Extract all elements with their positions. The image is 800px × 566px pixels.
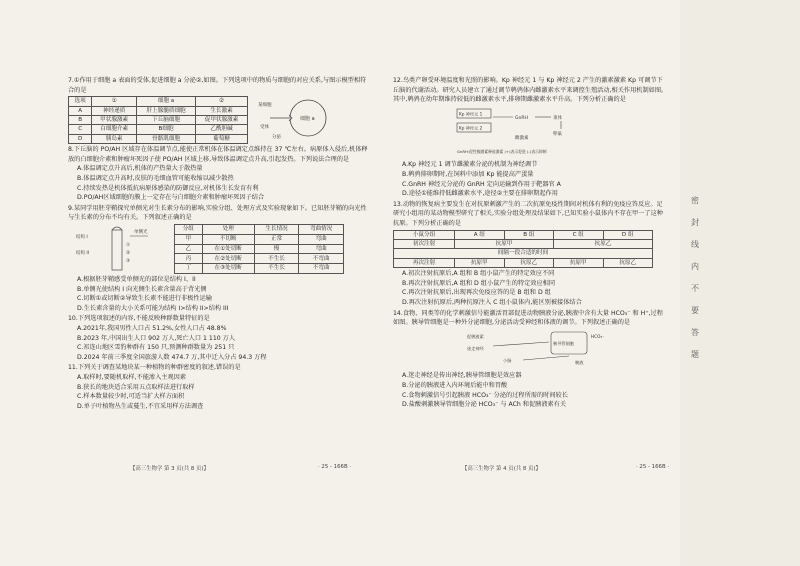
table-row: 选项 ① 细胞 a ②	[69, 97, 248, 106]
left-footer: 【高三生物学 第 3 页(共 8 页)】	[130, 466, 209, 472]
q12-stem: 12.鸟类产卵受环境温度和光照的影响。Kp 神经元 1 与 Kp 神经元 2 产生的激素激素 Kp 可调节下丘脑的代谢活动。研究人员建立了通过调节鹌鹑体内雌激素水平来调控生殖活动,相关作用机制如图。其中,鹌鹑在幼年期维持较低的雌激素水平,排卵期雌激素水平升高。下列分析正确的是	[393, 77, 668, 104]
table-row: 间隔一段合适的时间	[394, 249, 653, 258]
option-c: C.再次注射抗原后,出现再次免疫应答的是 B 组和 D 组	[402, 289, 551, 297]
option-c: C.切断①或切断②导致生长素不能进行非极性运输	[77, 295, 212, 303]
question-13	[393, 200, 668, 308]
left-page	[68, 76, 368, 412]
svg-text:卵巢: 卵巢	[553, 131, 562, 137]
left-page-code: · 25 - 166B ·	[318, 464, 352, 470]
option-b: B.2023 年,中国出生人口 902 万人,死亡人口 1 110 万人	[77, 334, 236, 342]
q10-stem: 10.下列选项叙述的内容,不能反映种群数量特征的是	[68, 315, 210, 323]
table-row: 分组 处理 生长情况 弯曲情况	[175, 224, 344, 234]
option-b: B.狭长的地块适合采用五点取样法进行取样	[77, 383, 195, 391]
question-9	[68, 204, 368, 314]
option-d: D.再次注射抗原后,两种抗原注入 C 组小鼠体内,能区别被接体结合	[402, 298, 582, 306]
option-a: A.初次注射抗原后,A 组和 B 组小鼠产生的特定效应不同	[402, 270, 555, 278]
svg-text:Kp 神经元 2: Kp 神经元 2	[459, 125, 483, 131]
q7-fig-label: 分泌	[272, 135, 281, 141]
q7-fig-label: 某细胞	[258, 103, 272, 109]
q9-coleoptile-diagram	[68, 224, 168, 274]
option-c: C.持续发热是机体抵抗病原体感染的防御反应,对机体生长发育有利	[77, 184, 259, 192]
right-page	[393, 76, 668, 411]
table-row: A 神经递质 肝上腺髓质细胞 生长激素	[69, 106, 248, 115]
table-row: 再次注射 抗原甲 抗原乙 抗原甲 抗原乙	[394, 258, 653, 267]
option-c: C.样本数量较少时,可适当扩大样方面积	[77, 393, 185, 401]
q9-fig-label: 单侧光	[134, 229, 148, 235]
svg-text:GnRH:促性腺激素释放激素 (+)表示促进 (-)表示抑制: GnRH:促性腺激素释放激素 (+)表示促进 (-)表示抑制	[457, 148, 547, 154]
q7-table	[68, 96, 248, 144]
svg-text:③: ③	[126, 258, 131, 264]
option-d: D.生长素含量的大小关系可能为结构 I>结构 II>结构 III	[77, 304, 229, 312]
svg-text:迷走神经: 迷走神经	[467, 345, 484, 351]
q9-fig-label: 结构 II	[76, 250, 90, 256]
option-a: A.Kp 神经元 1 调节雌激素分泌的机制为神经调节	[402, 161, 538, 169]
option-b: B.再次注射抗原后,A 组和 D 组小鼠产生的特定效应相同	[402, 279, 556, 287]
question-8	[68, 145, 368, 203]
svg-text:小肠: 小肠	[503, 357, 512, 363]
q11-stem: 11.下列关于调查某地块某一种植物的种群密度的叙述,错误的是	[68, 364, 241, 372]
question-14	[393, 309, 668, 410]
table-row: 丙 在②处切断 不生长 不弯曲	[175, 254, 344, 264]
option-d: D.途径①能维持低雌激素水平,途径②主要在排卵期起作用	[402, 190, 558, 198]
question-11	[68, 363, 368, 411]
svg-text:雌激素: 雌激素	[515, 135, 529, 141]
table-row: B 甲状腺激素 下丘脑细胞 促甲状腺激素	[69, 116, 248, 125]
table-row: 甲 不切断 正常 弯曲	[175, 234, 344, 244]
option-a: A.2021年,我国男性人口占 51.2%,女性人口占 48.8%	[77, 324, 227, 332]
svg-text:促胰液素: 促胰液素	[467, 333, 484, 339]
table-row: D 胰岛素 骨骼肌细胞 葡萄糖	[69, 134, 248, 143]
table-row: 丁 在③处切断 不生长 不弯曲	[175, 264, 344, 274]
option-d: D.2024 年前三季度全国旅游人数 474.7 万,其中迁入分占 94.3 万程	[77, 353, 267, 361]
svg-text:胰导管细胞: 胰导管细胞	[553, 340, 574, 346]
q14-pancreas-diagram	[463, 328, 613, 368]
svg-text:垂体: 垂体	[553, 115, 562, 121]
option-b: B.鹌鹑排卵期时,在饲料中添加 Kp 能提高产蛋量	[402, 170, 534, 178]
option-d: D.单子叶植物丛生或蔓生,不宜采用样方法调查	[77, 402, 204, 410]
binding-strip-text: 密 封 线 内 不 要 答 题	[691, 196, 699, 359]
question-7	[68, 76, 368, 144]
question-10	[68, 314, 368, 362]
option-b: B.体温调定点升高时,皮肤的毛细血管可能收缩以减少散热	[77, 175, 234, 182]
q8-stem: 8.下丘脑的 PO/AH 区域存在体温调节点,能使正常机体在体温调定点维持在 37 ℃左右。病原体入侵后,机体释放的白细胞介素和肿瘤坏死因子使 PO/AH 区域上移,导致体温调定点升高,引起发热。下列说法合理的是	[68, 146, 368, 163]
q13-stem: 13.动物的恢复病主要发生在对抗原刺激产生的二次抗原免疫性期间对机体有利的免疫应答反应。足研究小组用的某动物模型研究了相关,实验分组处理及结果如下,已知实验小鼠体内不存在甲一了这种抗原。下列分析正确的是	[393, 200, 663, 227]
svg-text:①: ①	[126, 242, 131, 248]
q7-cell-diagram	[256, 96, 336, 140]
q9-table	[174, 224, 344, 274]
option-c: C.GnRH 神经元分泌的 GnRH 定向运输到作用于靶器官 A	[402, 180, 561, 188]
option-d: D.盐酸刺激胰导管细胞分泌 HCO₃⁻ 与 ACh 和促胰液素有关	[402, 401, 567, 409]
q12-hormone-diagram	[453, 105, 603, 157]
q7-stem: 7.①作用于细胞 a 表面的受体,促进细胞 a 分泌②,如图。下列选项中的物质与细胞的对应关系,与图示模型相符合的是	[68, 77, 367, 94]
svg-text:GnRH: GnRH	[515, 115, 528, 121]
question-12	[393, 76, 668, 199]
svg-text:HCO₃⁻: HCO₃⁻	[591, 333, 605, 339]
q9-stem: 9.某同学用胚芽鞘探究单侧光对生长素分布的影响,实验分组、处理方式及实验现象如下。已知胚芽鞘的向光性与生长素的分布不均有关。下列叙述正确的是	[68, 204, 367, 222]
svg-text:胰液: 胰液	[575, 359, 584, 365]
q9-fig-label: 结构 I	[76, 234, 88, 240]
option-b: B.分泌的胰液进入内环境后能中和胃酸	[402, 381, 508, 389]
table-row: 乙 在①处切断 慢 弯曲	[175, 244, 344, 254]
option-c: C.食物刺激信号引起胰液 HCO₃⁻ 分泌的过程所需的时间较长	[402, 391, 568, 399]
table-row: C 白细胞介素 B细胞 乙酰胆碱	[69, 125, 248, 134]
option-a: A.体温调定点升高后,机体的产热量大于散热量	[77, 165, 203, 173]
q14-stem: 14.食物、同类等的化学刺激信号能激活胃部促进动物胰液分泌,胰液中含有大量 HCO₃⁻ 和 H⁺,过程如图。胰导管细胞是一种外分泌细胞,分泌活动受神经和体液的调节。下列叙述正确的是	[393, 309, 663, 327]
q13-table	[393, 230, 653, 269]
svg-text:Kp 神经元 1: Kp 神经元 1	[459, 111, 483, 117]
svg-text:②: ②	[126, 250, 131, 256]
option-c: C.祁连山地区雪豹种群有 150 只,预测种群数量为 251 只	[77, 344, 235, 352]
option-a: A.迷走神经是传出神经,胰导管细胞是效应器	[402, 372, 522, 380]
option-a: A.取样时,要随机取样,不能渗入主观因素	[77, 373, 187, 381]
right-page-code: · 25 - 166B ·	[636, 464, 670, 470]
right-footer: 【高三生物学 第 4 页(共 8 页)】	[462, 466, 541, 472]
table-row: 小鼠分组 A 组 B 组 C 组 D 组	[394, 230, 653, 239]
q7-fig-label: 受体	[260, 125, 269, 131]
option-a: A.根据胚芽鞘感受单侧光的部位是结构 I、II	[77, 275, 196, 283]
table-row: 初次注射 抗原甲 抗原乙	[394, 239, 653, 248]
option-b: B.单侧光使结构 I 向光侧生长素含量高于背光侧	[77, 285, 207, 293]
option-d: D.PO/AH区域细胞的膜上一定存在与白细胞介素和肿瘤坏死因子结合	[77, 194, 265, 202]
q7-fig-label: 细胞 a	[300, 116, 315, 123]
